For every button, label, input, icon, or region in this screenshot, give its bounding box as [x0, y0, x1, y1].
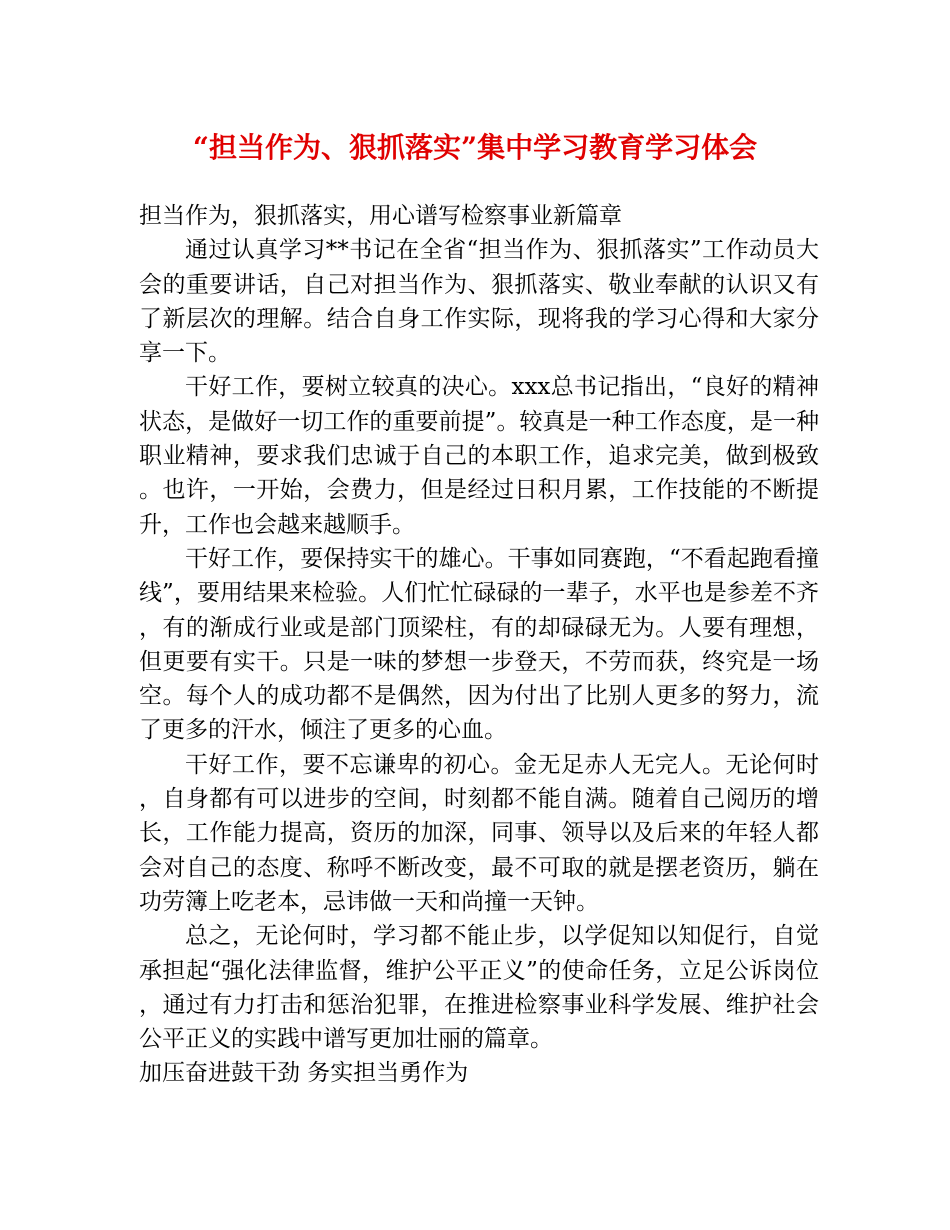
document-title: “担当作为、狠抓落实”集中学习教育学习体会	[192, 131, 758, 164]
paragraph: 干好工作，要不忘谦卑的初心。金无足赤人无完人。无论何时，自身都有可以进步的空间，时刻都不能自满。随着自己阅历的增长，工作能力提高，资历的加深，同事、领导以及后来的年轻人都会对自己的态度、称呼不断改变，最不可取的就是摆老资历，躺在功劳簿上吃老本，忌讳做一天和尚撞一天钟。	[139, 751, 819, 915]
section-heading: 担当作为，狠抓落实，用心谱写检察事业新篇章	[139, 203, 622, 229]
document-body	[139, 199, 819, 1091]
paragraph: 干好工作，要树立较真的决心。xxx总书记指出，“良好的精神状态，是做好一切工作的重要前提”。较真是一种工作态度，是一种职业精神，要求我们忠诚于自己的本职工作，追求完美，做到极致。也许，一开始，会费力，但是经过日积月累，工作技能的不断提升，工作也会越来越顺手。	[139, 374, 819, 538]
section-heading: 加压奋进鼓干劲 务实担当勇作为	[139, 1060, 469, 1087]
paragraph: 总之，无论何时，学习都不能止步，以学促知以知促行，自觉承担起“强化法律监督，维护公平正义”的使命任务，立足公诉岗位，通过有力打击和惩治犯罪，在推进检察事业科学发展、维护社会公平正义的实践中谱写更加壮丽的篇章。	[139, 923, 819, 1053]
paragraph: 通过认真学习**书记在全省“担当作为、狠抓落实”工作动员大会的重要讲话，自己对担当作为、狠抓落实、敬业奉献的认识又有了新层次的理解。结合自身工作实际，现将我的学习心得和大家分享一下。	[139, 237, 819, 367]
paragraph: 干好工作，要保持实干的雄心。干事如同赛跑，“不看起跑看撞线”，要用结果来检验。人们忙忙碌碌的一辈子，水平也是参差不齐，有的渐成行业或是部门顶梁柱，有的却碌碌无为。人要有理想，但更要有实干。只是一味的梦想一步登天，不劳而获，终究是一场空。每个人的成功都不是偶然，因为付出了比别人更多的努力，流了更多的汗水，倾注了更多的心血。	[139, 545, 819, 744]
